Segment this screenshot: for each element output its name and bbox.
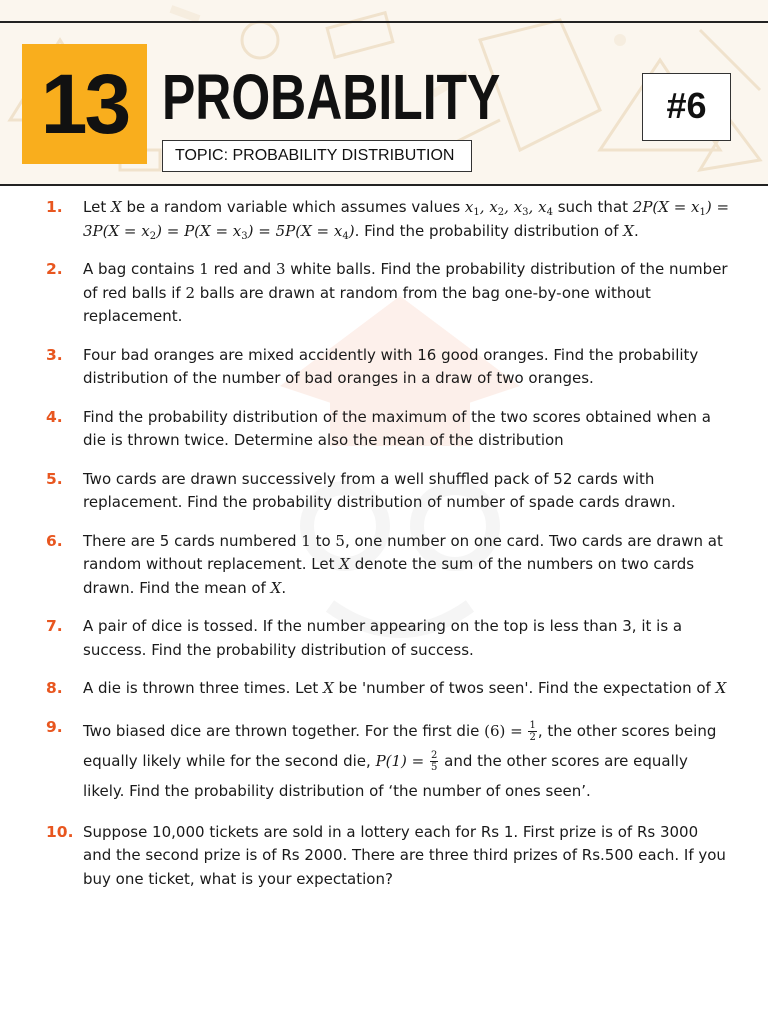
fraction: $\frac{1}{2}$ xyxy=(529,719,536,743)
fraction: $\frac{2}{5}$ xyxy=(431,749,438,773)
question-item xyxy=(0,468,768,515)
question-number: 1. xyxy=(46,198,63,216)
header-top-rule xyxy=(0,21,768,23)
question-text: Two biased dice are thrown together. For the first die (6) = $\frac{1}{2}$ , the other scores being equally likely while for the second die, P(1) = $\frac{2}{5}$ and the other scores are equally likely. Find the probability distribution of ‘the number of ones seen’. xyxy=(83,719,717,800)
question-number: 10. xyxy=(46,822,74,841)
question-text: A die is thrown three times. Let X be 'number of twos seen'. Find the expectation of X xyxy=(83,679,727,697)
question-text: There are 5 cards numbered 1 to 5, one number on one card. Two cards are drawn at random without replacement. Let X denote the sum of the numbers on two cards drawn. Find the mean of X. xyxy=(83,531,723,597)
question-number: 3. xyxy=(46,345,63,364)
question-list xyxy=(0,196,768,906)
question-item xyxy=(0,258,768,329)
topic-label: TOPIC: PROBABILITY DISTRIBUTION xyxy=(162,140,472,172)
question-number: 5. xyxy=(46,469,63,488)
question-item xyxy=(0,344,768,391)
question-text: Let X be a random variable which assumes values $x_1$, $x_2$, $x_3$, $x_4$ such that $2P(X = x_1) = 3P(X = x_2) = P(X = x_3) = 5P(X = x_4)$. Find the probability distribution of X. xyxy=(83,198,730,242)
worksheet-header xyxy=(0,0,768,186)
question-item xyxy=(0,821,768,892)
question-number: 7. xyxy=(46,617,63,635)
question-text: Four bad oranges are mixed accidently with 16 good oranges. Find the probability distribution of the number of bad oranges in a draw of two oranges. xyxy=(83,345,699,387)
question-number: 4. xyxy=(46,407,63,426)
question-item xyxy=(0,530,768,601)
question-item xyxy=(0,196,768,243)
header-bottom-rule xyxy=(0,184,768,186)
chapter-number-badge: 13 xyxy=(22,44,147,164)
question-number: 9. xyxy=(46,717,63,736)
question-text: A pair of dice is tossed. If the number appearing on the top is less than 3, it is a success. Find the probability distribution of success. xyxy=(83,617,683,659)
question-text: Two cards are drawn successively from a well shuffled pack of 52 cards with replacement. Find the probability distribution of number of spade cards drawn. xyxy=(83,469,676,511)
chapter-title: PROBABILITY xyxy=(162,61,501,133)
question-number: 6. xyxy=(46,531,63,550)
question-item xyxy=(0,716,768,806)
question-text: Suppose 10,000 tickets are sold in a lottery each for Rs 1. First prize is of Rs 3000 and the second prize is of Rs 2000. There are three third prizes of Rs.500 each. If you buy one ticket, what is your expectation? xyxy=(83,822,726,888)
question-text: Find the probability distribution of the maximum of the two scores obtained when a die is thrown twice. Determine also the mean of the distribution xyxy=(83,407,711,449)
question-item xyxy=(0,406,768,453)
worksheet-number: #6 xyxy=(642,73,731,141)
question-item xyxy=(0,677,768,701)
question-number: 2. xyxy=(46,260,63,278)
question-item xyxy=(0,615,768,662)
question-number: 8. xyxy=(46,679,63,697)
question-text: A bag contains 1 red and 3 white balls. Find the probability distribution of the number of red balls if 2 balls are drawn at random from the bag one-by-one without replacement. xyxy=(83,260,728,325)
